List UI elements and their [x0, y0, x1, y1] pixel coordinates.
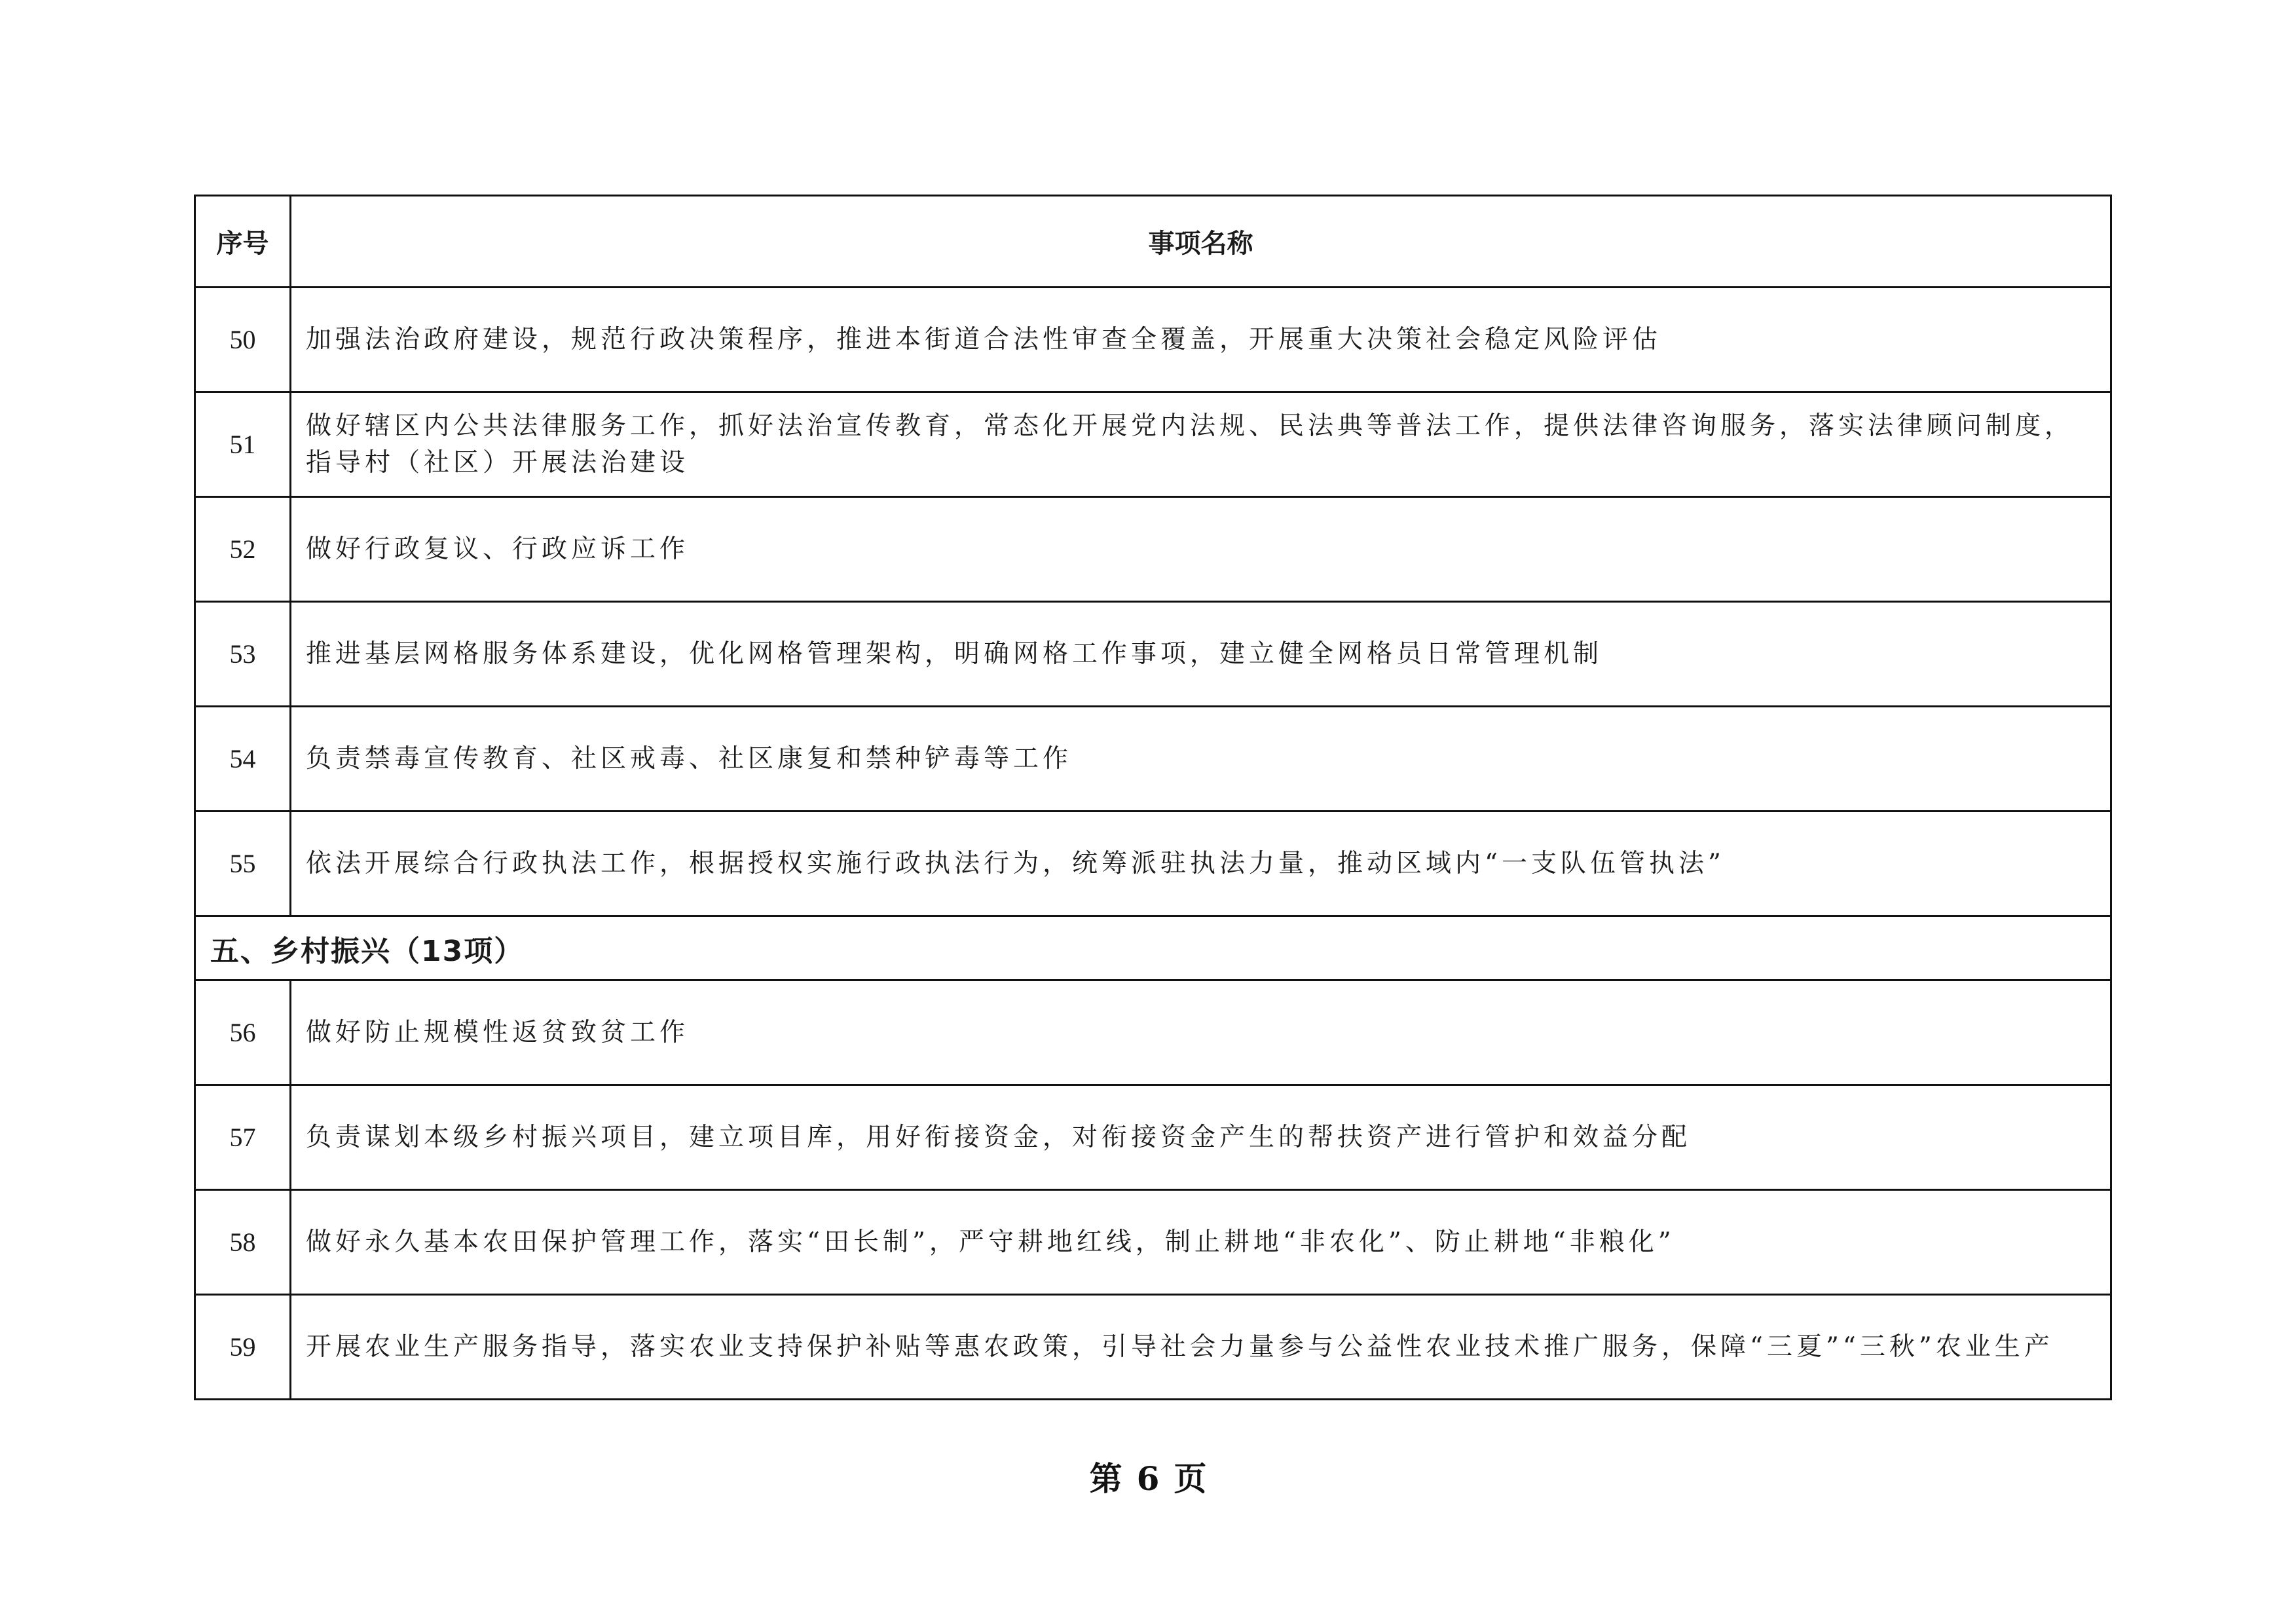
table-header-row: [195, 196, 2111, 288]
header-item-name: 事项名称: [291, 196, 2111, 288]
row-item-name: 做好永久基本农田保护管理工作，落实“田长制”，严守耕地红线，制止耕地“非农化”、防止耕地“非粮化”: [291, 1190, 2111, 1295]
page-number-footer: [0, 1453, 2296, 1500]
row-number: 51: [195, 392, 291, 497]
table-row: [195, 288, 2111, 392]
row-item-name: 做好行政复议、行政应诉工作: [291, 497, 2111, 602]
row-item-name: 开展农业生产服务指导，落实农业支持保护补贴等惠农政策，引导社会力量参与公益性农业技术推广服务，保障“三夏”“三秋”农业生产: [291, 1295, 2111, 1400]
table-row: [195, 1190, 2111, 1295]
table-row: [195, 980, 2111, 1085]
row-number: 59: [195, 1295, 291, 1400]
row-item-name: 做好辖区内公共法律服务工作，抓好法治宣传教育，常态化开展党内法规、民法典等普法工作，提供法律咨询服务，落实法律顾问制度，指导村（社区）开展法治建设: [291, 392, 2111, 497]
row-item-name: 负责禁毒宣传教育、社区戒毒、社区康复和禁种铲毒等工作: [291, 707, 2111, 811]
page-prefix: 第: [1089, 1459, 1122, 1498]
page-number: 6: [1136, 1459, 1160, 1498]
table-row: [195, 392, 2111, 497]
table-row: [195, 1085, 2111, 1190]
row-item-name: 加强法治政府建设，规范行政决策程序，推进本街道合法性审查全覆盖，开展重大决策社会稳定风险评估: [291, 288, 2111, 392]
row-number: 57: [195, 1085, 291, 1190]
table-row: [195, 497, 2111, 602]
section-title: 五、乡村振兴（13项）: [195, 916, 2111, 980]
row-number: 53: [195, 602, 291, 707]
section-heading-row: [195, 916, 2111, 980]
row-number: 50: [195, 288, 291, 392]
items-table-container: [194, 195, 2110, 1400]
table-row: [195, 707, 2111, 811]
row-number: 54: [195, 707, 291, 811]
row-item-name: 推进基层网格服务体系建设，优化网格管理架构，明确网格工作事项，建立健全网格员日常管理机制: [291, 602, 2111, 707]
table-row: [195, 811, 2111, 916]
row-item-name: 负责谋划本级乡村振兴项目，建立项目库，用好衔接资金，对衔接资金产生的帮扶资产进行管护和效益分配: [291, 1085, 2111, 1190]
table-row: [195, 602, 2111, 707]
header-serial-number: 序号: [195, 196, 291, 288]
row-number: 55: [195, 811, 291, 916]
page-suffix: 页: [1174, 1459, 1207, 1498]
items-table: [194, 195, 2112, 1400]
row-number: 58: [195, 1190, 291, 1295]
row-number: 52: [195, 497, 291, 602]
row-item-name: 做好防止规模性返贫致贫工作: [291, 980, 2111, 1085]
row-item-name: 依法开展综合行政执法工作，根据授权实施行政执法行为，统筹派驻执法力量，推动区域内“一支队伍管执法”: [291, 811, 2111, 916]
table-row: [195, 1295, 2111, 1400]
row-number: 56: [195, 980, 291, 1085]
